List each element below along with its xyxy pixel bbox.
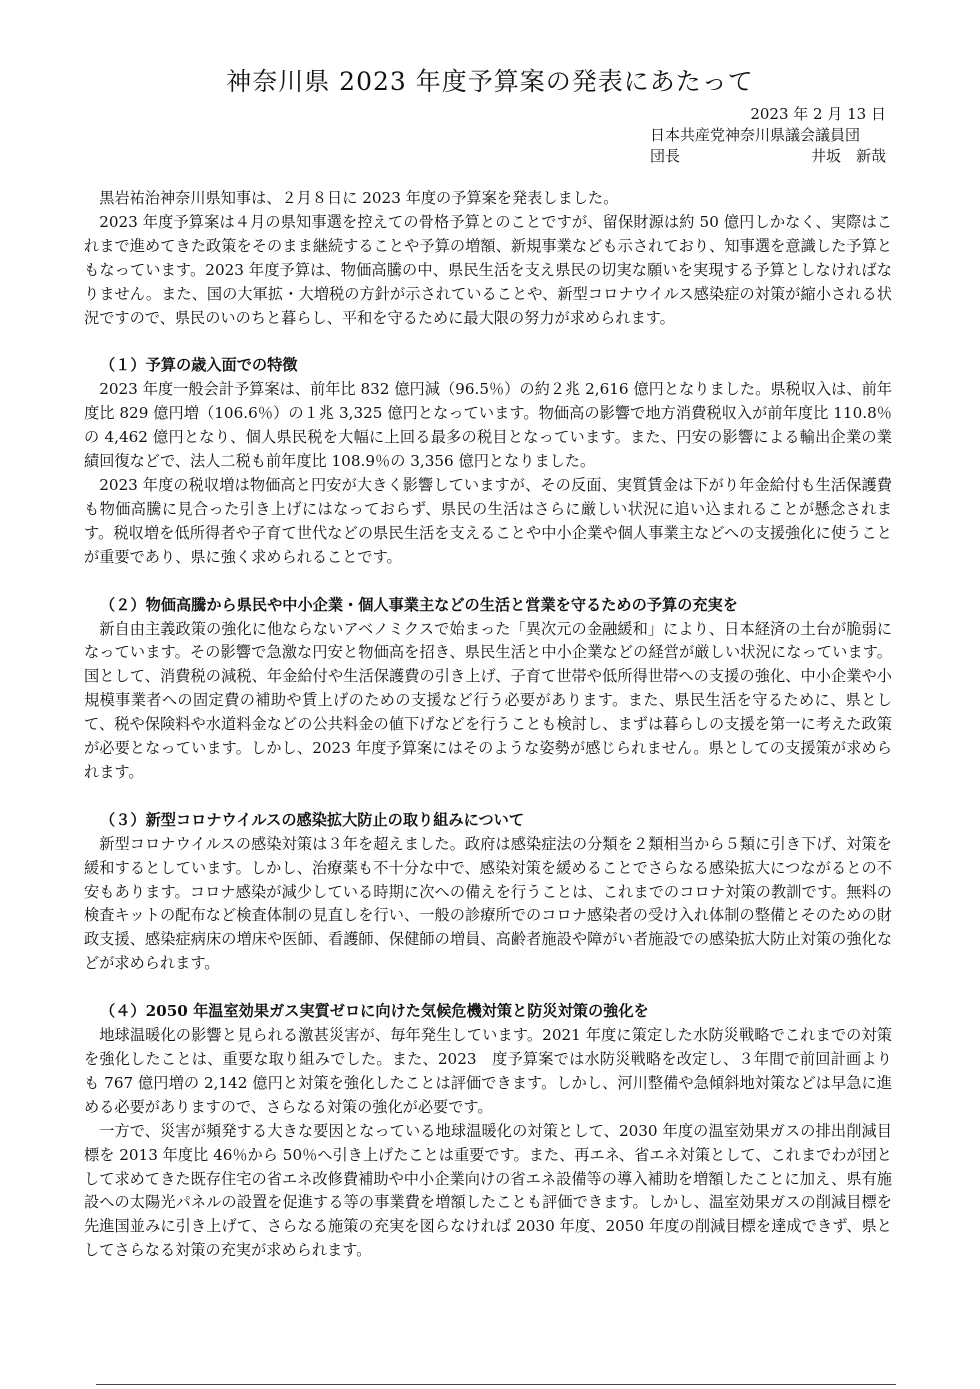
- section-paragraph: 2023 年度一般会計予算案は、前年比 832 億円減（96.5％）の約２兆 2,616 億円となりました。県税収入は、前年度比 829 億円増（106.6％）の１兆 3,325 億円となっています。物価高の影響で地方消費税収入が前年度比 110.8％の 4,462 億円となり、個人県民税を大幅に上回る最多の税目となっています。また、円安の影響による輸出企業の業績回復などで、法人二税も前年度比 108.9％の 3,356 億円となりました。: [84, 380, 892, 471]
- section-climate: [84, 1000, 892, 1263]
- leader-name: 井坂 新哉: [810, 147, 886, 165]
- document-meta: [650, 104, 886, 167]
- document-date: 2023 年 2 月 13 日: [750, 105, 886, 123]
- section-heading: （１）予算の歳入面での特徴: [100, 356, 298, 375]
- section-covid: [84, 809, 892, 976]
- section-heading: （２）物価高騰から県民や中小企業・個人事業主などの生活と営業を守るための予算の充実を: [100, 595, 738, 614]
- section-paragraph: 新自由主義政策の強化に他ならないアベノミクスで始まった「異次元の金融緩和」により、日本経済の土台が脆弱になっています。その影響で急激な円安と物価高を招き、県民生活と中小企業などの経営が厳しい状況になっています。国として、消費税の減税、年金給付や生活保護費の引き上げ、子育て世帯や低所得世帯への支援の強化、中小企業や小規模事業者への固定費の補助や賃上げのための支援など行う必要があります。また、県民生活を守るために、県として、税や保険料や水道料金などの公共料金の値下げなどを行うことも検討し、まずは暮らしの支援を第一に考えた政策が必要となっています。しかし、2023 年度予算案にはそのような姿勢が感じられません。県としての支援策が求められます。: [84, 619, 892, 781]
- section-heading: （４）2050 年温室効果ガス実質ゼロに向けた気候危機対策と防災対策の強化を: [100, 1002, 649, 1021]
- section-paragraph: 新型コロナウイルスの感染対策は３年を超えました。政府は感染症法の分類を２類相当から５類に引き下げ、対策を緩和するとしています。しかし、治療薬も不十分な中で、感染対策を緩めることでさらなる感染拡大につながるとの不安もあります。コロナ感染が減少している時期に次への備えを行うことは、これまでのコロナ対策の教訓です。無料の検査キットの配布など検査体制の見直しを行い、一般の診療所でのコロナ感染者の受け入れ体制の整備とそのための財政支援、感染症病床の増床や医師、看護師、保健師の増員、高齢者施設や障がい者施設での感染拡大防止対策の強化などが求められます。: [84, 834, 893, 973]
- section-price-support: [84, 594, 892, 785]
- section-paragraph: 一方で、災害が頻発する大きな要因となっている地球温暖化の対策として、2030 年度の温室効果ガスの排出削減目標を 2013 年度比 46％から 50％へ引き上げたことは重要です。また、再エネ、省エネ対策として、これまでわが団として求めてきた既存住宅の省エネ改修費補助や中小企業向けの省エネ設備等の導入補助を増額したことに加え、県有施設への太陽光パネルの設置を促進する等の事業費を増額したことも評価できます。しかし、温室効果ガスの削減目標を先進国並みに引き上げて、さらなる施策の充実を図らなければ 2030 年度、2050 年度の削減目標を達成できず、県としてさらなる対策の充実が求められます。: [84, 1121, 892, 1260]
- section-heading: （３）新型コロナウイルスの感染拡大防止の取り組みについて: [100, 810, 525, 829]
- section-revenue: [84, 354, 892, 569]
- section-paragraph: 2023 年度の税収増は物価高と円安が大きく影響していますが、その反面、実質賃金は下がり年金給付も生活保護費も物価高騰に見合った引き上げにはなっておらず、県民の生活はさらに厳しい状況に追い込まれることが懸念されます。税収増を低所得者や子育て世代などの県民生活を支えることや中小企業や個人事業主などへの支援強化に使うことが重要であり、県に強く求められることです。: [84, 475, 892, 566]
- page-bottom-rule: [96, 1384, 896, 1385]
- document-title: 神奈川県 2023 年度予算案の発表にあたって: [226, 67, 754, 96]
- leader-role: 団長: [650, 147, 681, 165]
- organization-name: 日本共産党神奈川県議会議員団: [650, 126, 861, 144]
- intro-paragraph: 黒岩祐治神奈川県知事は、２月８日に 2023 年度の予算案を発表しました。: [99, 189, 619, 207]
- intro-paragraph: 2023 年度予算案は４月の県知事選を控えての骨格予算とのことですが、留保財源は約 50 億円しかなく、実際はこれまで進めてきた政策をそのまま継続することや予算の増額、新規事業なども示されており、知事選を意識した予算ともなっています。2023 年度予算は、物価高騰の中、県民生活を支え県民の切実な願いを実現する予算としなければなりません。また、国の大軍拡・大増税の方針が示されていることや、新型コロナウイルス感染症の対策が縮小される状況ですので、県民のいのちと暮らし、平和を守るために最大限の努力が求められます。: [84, 212, 892, 327]
- leader-line: [650, 146, 886, 167]
- section-paragraph: 地球温暖化の影響と見られる激甚災害が、毎年発生しています。2021 年度に策定した水防災戦略でこれまでの対策を強化したことは、重要な取り組みでした。また、2023 度予算案では水防災戦略を改定し、３年間で前回計画よりも 767 億円増の 2,142 億円と対策を強化したことは評価できます。しかし、河川整備や急傾斜地対策などは早急に進める必要がありますので、さらなる対策の強化が必要です。: [84, 1026, 892, 1116]
- document-body: [84, 187, 892, 1263]
